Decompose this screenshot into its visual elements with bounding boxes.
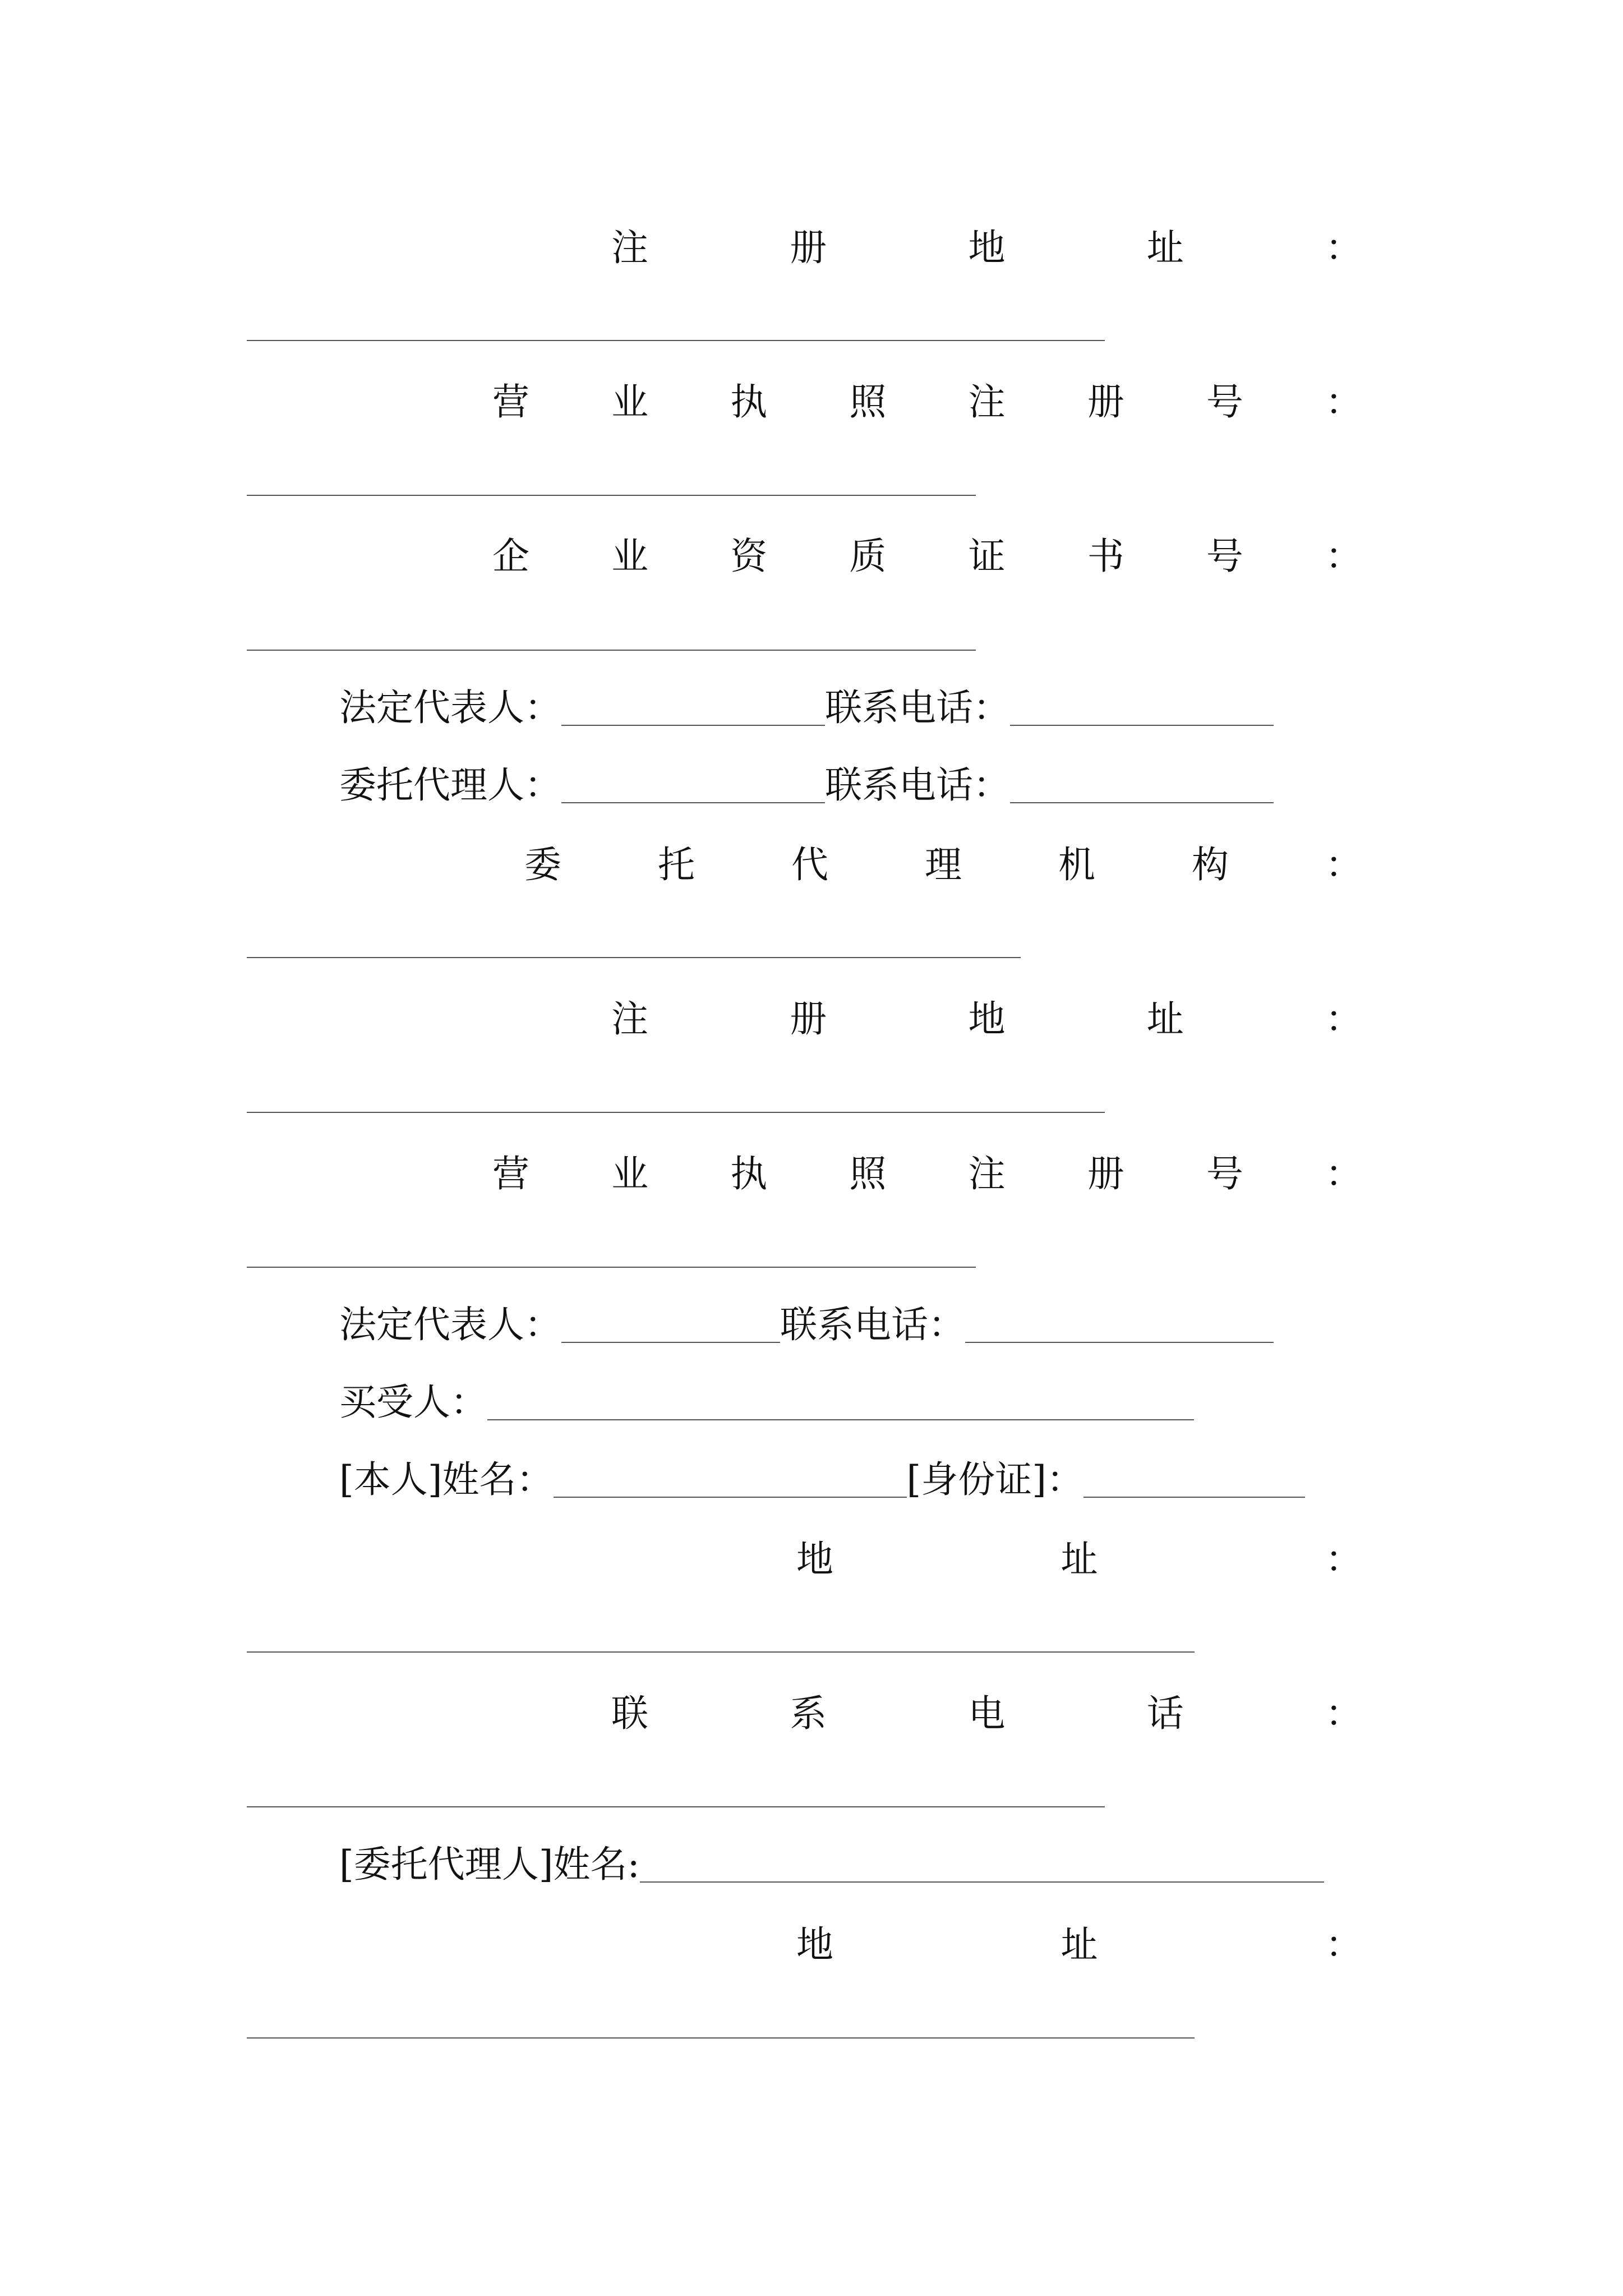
party-a-license-no-label	[492, 370, 1362, 426]
label-char: 证	[968, 534, 1006, 578]
label-char: 址	[1061, 1922, 1098, 1966]
label-char: 注	[968, 1152, 1006, 1195]
agency-reg-address-field[interactable]	[247, 1112, 1105, 1113]
label-char: 册	[790, 226, 827, 269]
label-char: 代	[791, 843, 828, 886]
label-char: 托	[658, 843, 695, 886]
party-a-reg-address-field[interactable]	[247, 340, 1105, 341]
label-char: 机	[1058, 843, 1095, 886]
phone-field[interactable]	[965, 1342, 1274, 1343]
party-a-reg-address-label	[611, 216, 1362, 272]
label-colon: ：	[1325, 1152, 1362, 1195]
phone-label: 联系电话：	[780, 1303, 965, 1346]
buyer-phone-label	[611, 1682, 1362, 1738]
buyer-row	[339, 1374, 1194, 1430]
legal-rep-label: 法定代表人：	[339, 1303, 561, 1346]
label-char: 号	[1206, 380, 1243, 424]
label-char: 电	[968, 1691, 1006, 1735]
label-char: 地	[968, 997, 1006, 1041]
label-colon: ：	[1325, 843, 1362, 886]
label-char: 址	[1146, 997, 1184, 1041]
buyer-label: 买受人：	[339, 1381, 487, 1424]
agent-field[interactable]	[561, 802, 825, 803]
agent-name-field[interactable]	[640, 1881, 1324, 1883]
agency-legal-rep-row	[339, 1297, 1274, 1353]
label-char: 质	[849, 534, 887, 578]
buyer-agent-address-field[interactable]	[247, 2037, 1195, 2039]
label-char: 册	[1087, 380, 1124, 424]
label-char: 委	[524, 843, 561, 886]
buyer-phone-field[interactable]	[247, 1806, 1105, 1807]
label-char: 册	[1087, 1152, 1124, 1195]
label-colon: ：	[1325, 1537, 1362, 1581]
self-name-label: [本人]姓名：	[339, 1458, 554, 1501]
label-char: 话	[1146, 1691, 1184, 1735]
phone-label: 联系电话：	[825, 686, 1010, 729]
label-char: 照	[849, 1152, 887, 1195]
label-char: 册	[790, 997, 827, 1041]
label-char: 企	[492, 534, 529, 578]
legal-rep-field[interactable]	[561, 1342, 780, 1343]
label-char: 注	[968, 380, 1006, 424]
label-colon: ：	[1325, 1691, 1362, 1735]
agency-license-no-field[interactable]	[247, 1267, 976, 1268]
agency-license-no-label	[492, 1142, 1362, 1198]
label-char: 营	[492, 380, 529, 424]
self-name-field[interactable]	[554, 1497, 907, 1498]
id-label: [身份证]：	[906, 1458, 1083, 1501]
label-char: 址	[1061, 1537, 1098, 1581]
phone-field[interactable]	[1010, 725, 1274, 726]
label-char: 系	[790, 1691, 827, 1735]
buyer-address-field[interactable]	[247, 1651, 1195, 1653]
party-a-qualification-no-field[interactable]	[247, 650, 976, 651]
label-char: 址	[1146, 226, 1184, 269]
label-colon: ：	[1325, 1922, 1362, 1966]
label-char: 营	[492, 1152, 529, 1195]
label-char: 地	[968, 226, 1006, 269]
agency-name-field[interactable]	[247, 957, 1021, 958]
party-a-legal-rep-row	[339, 680, 1274, 736]
label-char: 号	[1206, 1152, 1243, 1195]
party-a-license-no-field[interactable]	[247, 495, 976, 496]
label-char: 照	[849, 380, 887, 424]
label-char: 书	[1087, 534, 1124, 578]
buyer-field[interactable]	[487, 1419, 1194, 1420]
label-colon: ：	[1325, 997, 1362, 1041]
buyer-address-label	[796, 1527, 1362, 1584]
label-char: 构	[1192, 843, 1229, 886]
agent-name-label: [委托代理人]姓名:	[339, 1843, 640, 1886]
label-char: 业	[611, 1152, 649, 1195]
label-colon: ：	[1325, 380, 1362, 424]
buyer-agent-address-label	[796, 1913, 1362, 1969]
label-char: 业	[611, 534, 649, 578]
label-char: 号	[1206, 534, 1243, 578]
label-char: 执	[730, 1152, 768, 1195]
label-char: 资	[730, 534, 768, 578]
label-char: 注	[611, 997, 648, 1041]
label-char: 地	[796, 1537, 833, 1581]
agent-phone-label: 联系电话：	[825, 763, 1010, 807]
buyer-agent-row	[339, 1837, 1324, 1893]
label-char: 执	[730, 380, 768, 424]
label-char: 地	[796, 1922, 833, 1966]
label-char: 理	[925, 843, 962, 886]
label-colon: ：	[1325, 534, 1362, 578]
agent-label: 委托代理人：	[339, 763, 561, 807]
id-field[interactable]	[1083, 1497, 1305, 1498]
party-a-qualification-no-label	[492, 524, 1362, 581]
agent-phone-field[interactable]	[1010, 802, 1274, 803]
legal-rep-label: 法定代表人：	[339, 686, 561, 729]
agency-reg-address-label	[611, 987, 1362, 1043]
agency-name-label	[524, 833, 1362, 889]
buyer-self-row	[339, 1452, 1305, 1508]
label-char: 业	[611, 380, 649, 424]
label-colon: ：	[1325, 226, 1362, 269]
label-char: 注	[611, 226, 648, 269]
party-a-agent-row	[339, 757, 1274, 813]
legal-rep-field[interactable]	[561, 725, 825, 726]
label-char: 联	[611, 1691, 648, 1735]
